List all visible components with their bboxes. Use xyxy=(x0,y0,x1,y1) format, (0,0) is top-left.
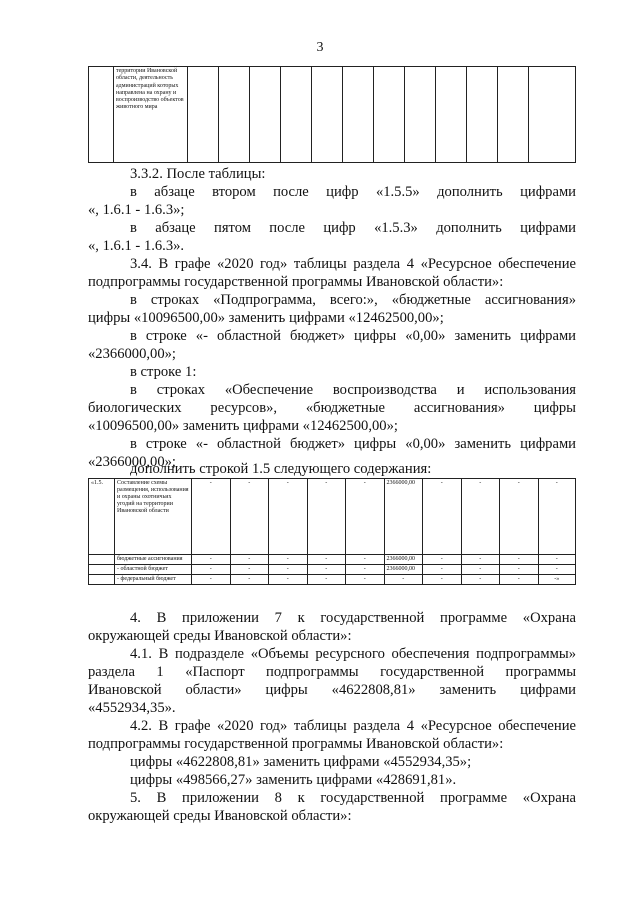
cell-dash: - xyxy=(230,565,269,575)
table-cell xyxy=(89,67,114,163)
cell-dash: - xyxy=(307,479,346,555)
paragraph-line: окружающей среды Ивановской области»: xyxy=(88,628,352,644)
cell-value: 2366000,00 xyxy=(384,565,423,575)
cell-dash: - xyxy=(346,555,385,565)
paragraph-line: окружающей среды Ивановской области»: xyxy=(88,808,352,824)
cell-dash: - xyxy=(538,479,576,555)
paragraph-line: цифры «10096500,00» заменить цифрами «12462500,00»; xyxy=(88,310,444,326)
cell-dash: - xyxy=(269,479,308,555)
table-continuation xyxy=(88,66,576,163)
row-name: - федеральный бюджет xyxy=(115,575,192,585)
cell-dash: - xyxy=(269,565,308,575)
row-name: бюджетные ассигнования xyxy=(115,555,192,565)
table-cell xyxy=(219,67,250,163)
cell-dash: - xyxy=(346,575,385,585)
cell-dash: - xyxy=(307,565,346,575)
cell-dash: - xyxy=(307,575,346,585)
cell-dash: - xyxy=(230,479,269,555)
row-number xyxy=(89,575,115,585)
cell-dash: - xyxy=(346,479,385,555)
table-cell xyxy=(343,67,374,163)
table-cell xyxy=(498,67,529,163)
paragraph-line: 3.3.2. После таблицы: xyxy=(130,166,266,182)
paragraph-line: 4.2. В графе «2020 год» таблицы раздела 4 «Ресурсное обеспечение xyxy=(130,718,576,734)
paragraph-line: в абзаце втором после цифр «1.5.5» дополнить цифрами xyxy=(130,184,576,200)
cell-dash: - xyxy=(423,555,462,565)
cell-dash: - xyxy=(500,555,539,565)
paragraph-line: в абзаце пятом после цифр «1.5.3» дополнить цифрами xyxy=(130,220,576,236)
table-cell xyxy=(405,67,436,163)
paragraph-line: Ивановской области» цифры «4622808,81» заменить цифрами xyxy=(88,682,576,698)
paragraph-line: подпрограммы государственной программы Ивановской области»: xyxy=(88,736,504,752)
cell-dash: - xyxy=(538,555,576,565)
cell-dash: - xyxy=(346,565,385,575)
row-name: Составление схемы размещения, использования и охраны охотничьих угодий на территории Ивановской области xyxy=(115,479,192,555)
paragraph-line: в строках «Подпрограмма, всего:», «бюджетные ассигнования» xyxy=(130,292,576,308)
paragraph-line: «10096500,00» заменить цифрами «12462500,00»; xyxy=(88,418,398,434)
cell-end-mark: -» xyxy=(538,575,576,585)
paragraph-line: 4.1. В подразделе «Объемы ресурсного обеспечения подпрограммы» xyxy=(130,646,576,662)
table-cell xyxy=(250,67,281,163)
table-cell xyxy=(281,67,312,163)
cell-dash: - xyxy=(269,555,308,565)
cell-dash: - xyxy=(500,479,539,555)
paragraph-line: в строке «- областной бюджет» цифры «0,00» заменить цифрами xyxy=(130,436,576,452)
table-cell xyxy=(529,67,576,163)
cell-dash: - xyxy=(307,555,346,565)
paragraph-line: в строке 1: xyxy=(130,364,197,380)
paragraph-line: цифры «4622808,81» заменить цифрами «4552934,35»; xyxy=(130,754,472,770)
paragraph-line: «2366000,00»; xyxy=(88,346,176,362)
cell-dash: - xyxy=(461,565,500,575)
row-number xyxy=(89,565,115,575)
cell-dash: - xyxy=(192,479,231,555)
cell-dash: - xyxy=(269,575,308,585)
paragraph-line: 4. В приложении 7 к государственной программе «Охрана xyxy=(130,610,576,626)
cell-dash: - xyxy=(461,555,500,565)
paragraph-line: биологических ресурсов», «бюджетные ассигнования» цифры xyxy=(88,400,576,416)
row-number xyxy=(89,555,115,565)
page-number: 3 xyxy=(316,40,324,55)
cell-dash: - xyxy=(192,575,231,585)
cell-dash: - xyxy=(538,565,576,575)
cell-dash: - xyxy=(423,565,462,575)
table-row-1-5 xyxy=(88,478,576,585)
table-cell xyxy=(467,67,498,163)
cell-dash: - xyxy=(230,555,269,565)
cell-dash: - xyxy=(500,565,539,575)
paragraph-line: в строке «- областной бюджет» цифры «0,00» заменить цифрами xyxy=(130,328,576,344)
paragraph-line: подпрограммы государственной программы Ивановской области»: xyxy=(88,274,504,290)
cell-dash: - xyxy=(384,575,423,585)
paragraph-line: «, 1.6.1 - 1.6.3»; xyxy=(88,202,185,218)
cell-dash: - xyxy=(461,479,500,555)
row-name: - областной бюджет xyxy=(115,565,192,575)
cell-value: 2366000,00 xyxy=(384,479,423,555)
table-cell xyxy=(374,67,405,163)
cell-value: 2366000,00 xyxy=(384,555,423,565)
cell-dash: - xyxy=(230,575,269,585)
paragraph-line: раздела 1 «Паспорт подпрограммы государственной программы xyxy=(88,664,576,680)
paragraph-line: «2366000,00»; xyxy=(88,454,176,470)
paragraph-line: в строках «Обеспечение воспроизводства и использования xyxy=(130,382,576,398)
paragraph-line: «, 1.6.1 - 1.6.3». xyxy=(88,238,185,254)
paragraph-line: дополнить строкой 1.5 следующего содержания: xyxy=(130,461,432,477)
cell-dash: - xyxy=(423,479,462,555)
row-number: «1.5. xyxy=(89,479,115,555)
cell-dash: - xyxy=(423,575,462,585)
cell-dash: - xyxy=(192,555,231,565)
cell-dash: - xyxy=(500,575,539,585)
cell-dash: - xyxy=(461,575,500,585)
table-cell xyxy=(436,67,467,163)
cell-dash: - xyxy=(192,565,231,575)
paragraph-line: 5. В приложении 8 к государственной программе «Охрана xyxy=(130,790,576,806)
paragraph-line: 3.4. В графе «2020 год» таблицы раздела 4 «Ресурсное обеспечение xyxy=(130,256,576,272)
table-cell xyxy=(188,67,219,163)
paragraph-line: «4552934,35». xyxy=(88,700,176,716)
table-cell-text: территории Ивановской области, деятельность администраций которых направлена на охрану и воспроизводство объектов животного мира xyxy=(114,67,188,163)
table-cell xyxy=(312,67,343,163)
paragraph-line: цифры «498566,27» заменить цифрами «428691,81». xyxy=(130,772,457,788)
